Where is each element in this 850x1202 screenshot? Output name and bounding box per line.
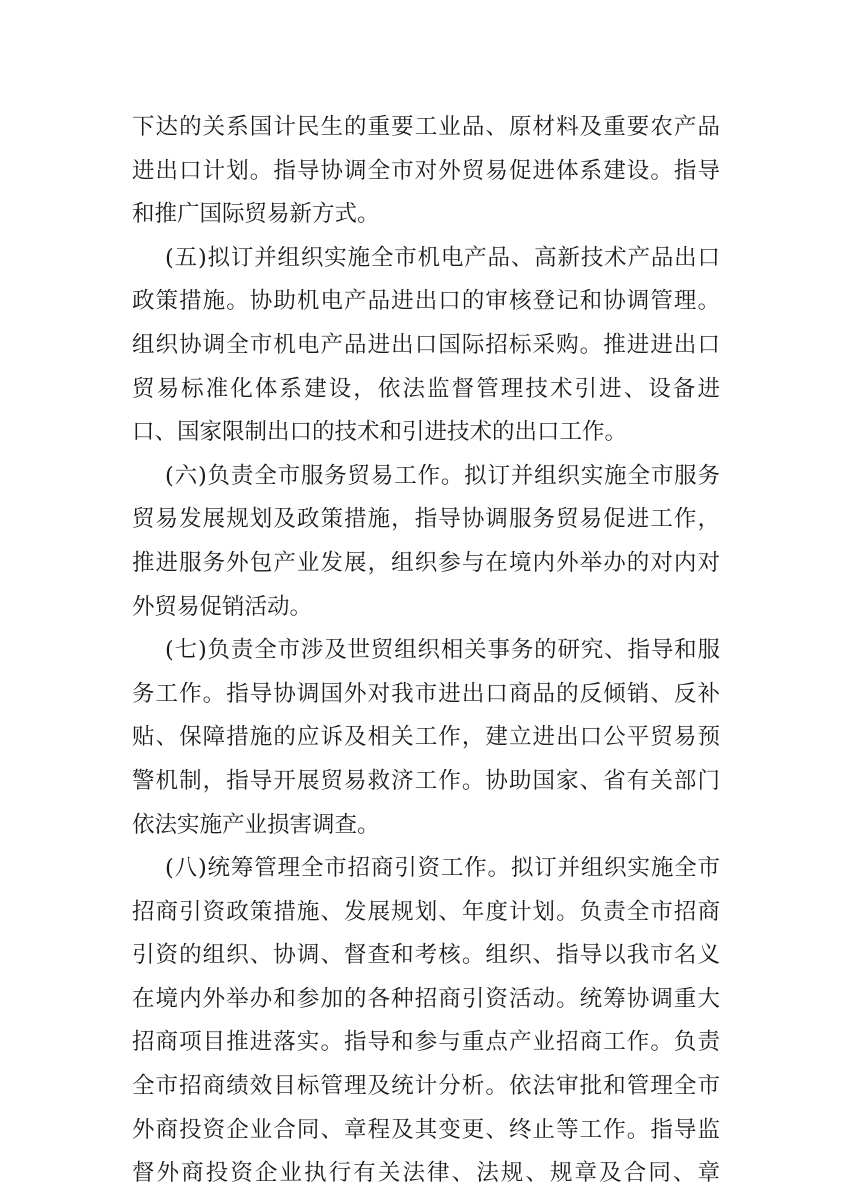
text-line: (六)负责全市服务贸易工作。拟订并组织实施全市服务 [165, 462, 720, 489]
text-line: 务工作。指导协调国外对我市进出口商品的反倾销、反补 [132, 680, 720, 707]
text-line: 和推广国际贸易新方式。 [132, 201, 380, 228]
text-line: 组织协调全市机电产品进出口国际招标采购。推进进出口 [132, 331, 720, 358]
text-line: 进出口计划。指导协调全市对外贸易促进体系建设。指导 [132, 157, 720, 184]
text-line: (八)统筹管理全市招商引资工作。拟订并组织实施全市 [165, 855, 720, 882]
text-line: 贸易标准化体系建设，依法监督管理技术引进、设备进 [132, 375, 720, 402]
text-line: 外商投资企业合同、章程及其变更、终止等工作。指导监 [132, 1116, 720, 1143]
text-line: 督外商投资企业执行有关法律、法规、规章及合同、章 [132, 1160, 720, 1187]
text-line: 推进服务外包产业发展，组织参与在境内外举办的对内对 [132, 549, 720, 576]
text-line: 贴、保障措施的应诉及相关工作，建立进出口公平贸易预 [132, 724, 720, 751]
text-line: 在境内外举办和参加的各种招商引资活动。统筹协调重大 [132, 985, 720, 1012]
text-line: 招商引资政策措施、发展规划、年度计划。负责全市招商 [132, 898, 720, 925]
text-line: 全市招商绩效目标管理及统计分析。依法审批和管理全市 [132, 1073, 720, 1100]
text-line: 警机制，指导开展贸易救济工作。协助国家、省有关部门 [132, 767, 720, 794]
text-line: 贸易发展规划及政策措施，指导协调服务贸易促进工作， [132, 506, 720, 533]
text-line: 招商项目推进落实。指导和参与重点产业招商工作。负责 [132, 1029, 720, 1056]
document-body-text [132, 106, 720, 1196]
text-line: 引资的组织、协调、督查和考核。组织、指导以我市名义 [132, 942, 720, 969]
text-line: 依法实施产业损害调查。 [132, 811, 380, 838]
text-line: 政策措施。协助机电产品进出口的审核登记和协调管理。 [132, 288, 720, 315]
text-line: (五)拟订并组织实施全市机电产品、高新技术产品出口 [165, 244, 720, 271]
text-line: 口、国家限制出口的技术和引进技术的出口工作。 [132, 419, 628, 446]
text-line: 外贸易促销活动。 [132, 593, 313, 620]
text-line: (七)负责全市涉及世贸组织相关事务的研究、指导和服 [165, 637, 720, 664]
text-line: 下达的关系国计民生的重要工业品、原材料及重要农产品 [132, 114, 720, 140]
